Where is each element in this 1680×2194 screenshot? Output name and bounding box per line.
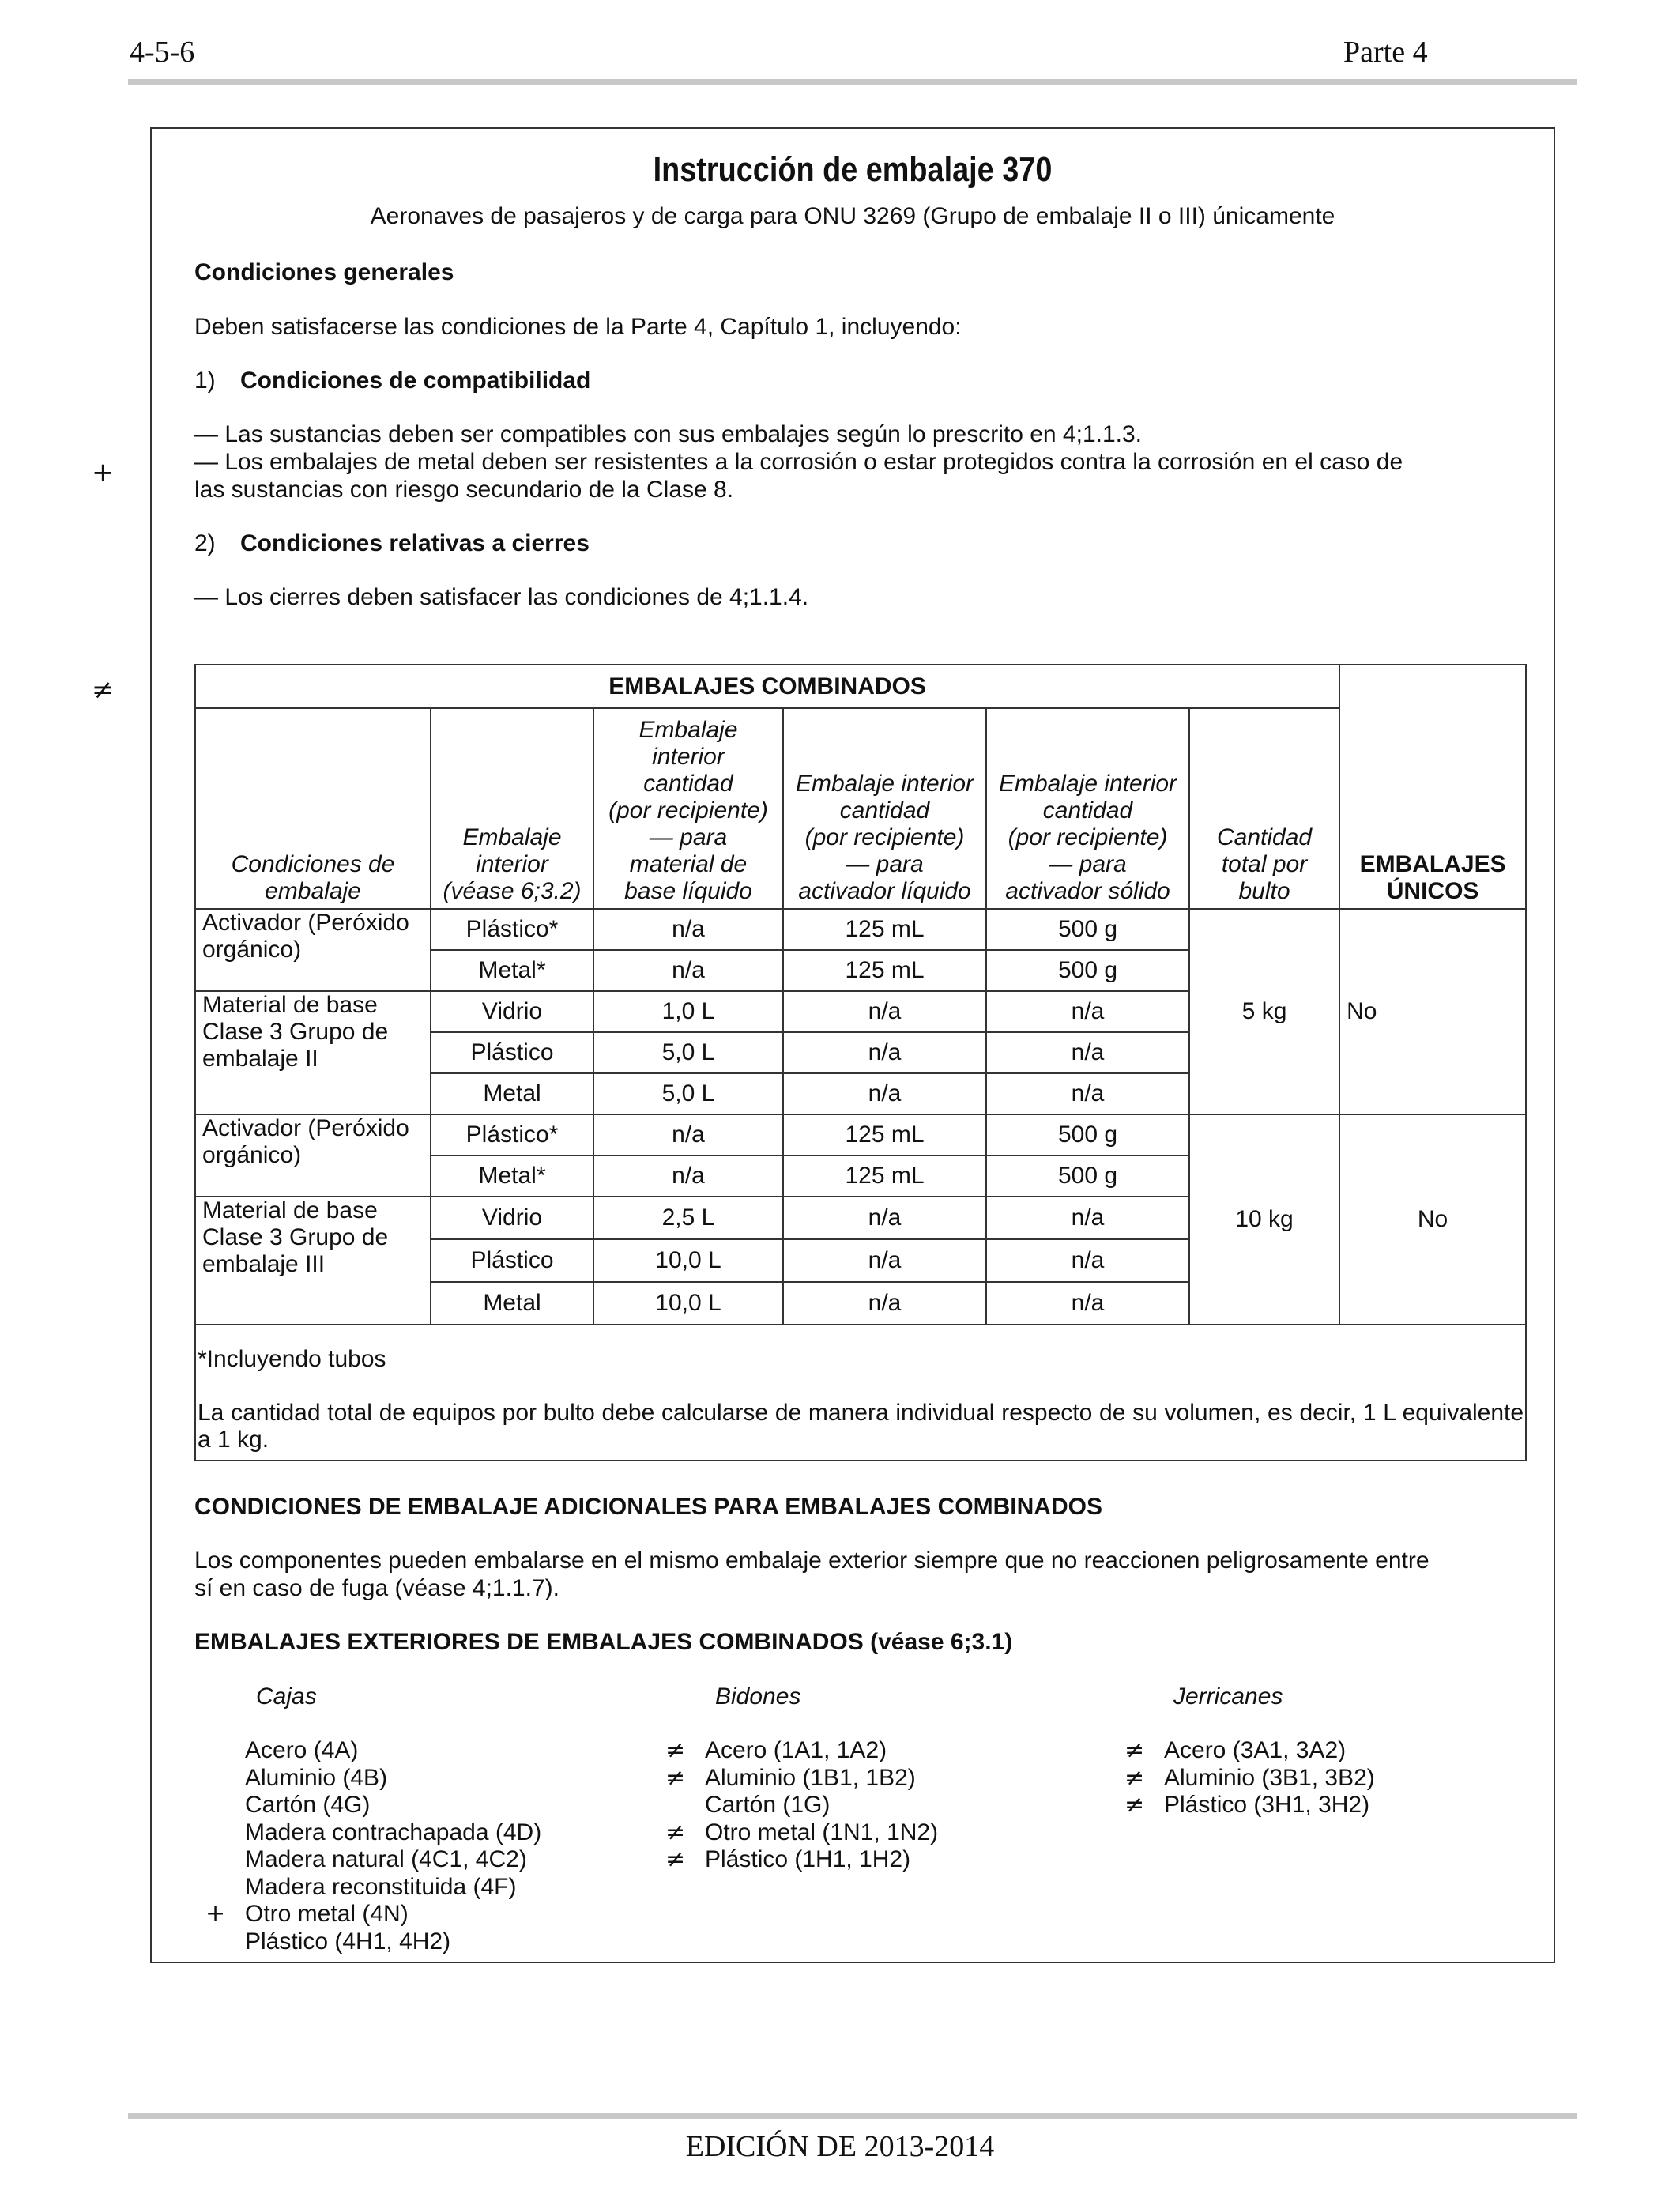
- jerrican-type-label: Aluminio (3B1, 3B2): [1164, 1764, 1375, 1791]
- table-cell: n/a: [593, 950, 783, 991]
- part-label: Parte 4: [1343, 36, 1428, 69]
- header-liquid-activator-quantity: [783, 708, 986, 909]
- additional-conditions-text-cont: sí en caso de fuga (véase 4;1.1.7).: [194, 1575, 559, 1601]
- packing-table: [194, 664, 1527, 1461]
- header-line: Embalaje interior: [998, 771, 1177, 797]
- header-line: (por recipiente): [804, 824, 965, 850]
- box-type-item: [205, 1792, 541, 1819]
- header-base-liquid-quantity: [593, 708, 783, 909]
- compatibility-item-2-cont: las sustancias con riesgo secundario de la Clase 8.: [194, 477, 734, 503]
- drum-type-label: Plástico (1H1, 1H2): [705, 1846, 911, 1872]
- table-cell: 10,0 L: [593, 1239, 783, 1282]
- table-cell: 1,0 L: [593, 991, 783, 1032]
- boxes-column-title: Cajas: [256, 1683, 317, 1710]
- packing-condition-cell: Material de base Clase 3 Grupo de embalaje III: [195, 1197, 431, 1325]
- change-mark: ≠: [665, 1845, 686, 1873]
- table-cell: n/a: [986, 1032, 1189, 1073]
- header-line: cantidad: [1042, 797, 1133, 824]
- change-mark: ≠: [1124, 1791, 1145, 1819]
- table-cell: 2,5 L: [593, 1197, 783, 1239]
- header-solid-activator-quantity: [986, 708, 1189, 909]
- table-notes: [195, 1325, 1526, 1461]
- packing-condition-cell: Material de base Clase 3 Grupo de embalaje II: [195, 991, 431, 1114]
- box-type-label: Madera reconstituida (4F): [245, 1873, 517, 1900]
- header-line: (por recipiente): [1008, 824, 1168, 850]
- header-line: cantidad: [643, 771, 733, 797]
- header-line: cantidad: [839, 797, 930, 824]
- single-packagings-cell: No: [1339, 1114, 1526, 1325]
- note-total-quantity: La cantidad total de equipos por bulto debe calcularse de manera individual respecto de su volumen, es decir, 1 L equivalente a 1 kg.: [198, 1400, 1524, 1453]
- change-mark: ≠: [1124, 1763, 1145, 1792]
- table-cell: Plástico: [431, 1032, 593, 1073]
- closures-item-1: — Los cierres deben satisfacer las condiciones de 4;1.1.4.: [194, 584, 809, 610]
- header-total-per-package: [1189, 708, 1339, 909]
- single-packagings-cell: No: [1339, 909, 1526, 1114]
- table-cell: n/a: [986, 1197, 1189, 1239]
- header-line: embalaje: [265, 878, 361, 904]
- header-line: — para: [1049, 851, 1127, 877]
- drum-type-label: Cartón (1G): [705, 1792, 831, 1818]
- drum-type-label: Acero (1A1, 1A2): [705, 1737, 887, 1763]
- header-line: material de: [629, 851, 748, 877]
- table-cell: n/a: [783, 1239, 986, 1282]
- packing-condition-cell: Activador (Peróxido orgánico): [195, 909, 431, 991]
- change-mark: +: [205, 1900, 226, 1928]
- drum-type-item: [665, 1819, 938, 1847]
- table-cell: Vidrio: [431, 1197, 593, 1239]
- section-1-number: 1): [194, 368, 216, 394]
- table-cell: 125 mL: [783, 1155, 986, 1197]
- compatibility-item-1: — Las sustancias deben ser compatibles con sus embalajes según lo prescrito en 4;1.1.3.: [194, 421, 1143, 447]
- box-type-item: [205, 1765, 541, 1793]
- box-type-label: Plástico (4H1, 4H2): [245, 1928, 451, 1955]
- jerrican-type-item: [1124, 1765, 1375, 1793]
- drum-type-label: Otro metal (1N1, 1N2): [705, 1819, 939, 1845]
- table-cell: n/a: [783, 1073, 986, 1114]
- table-cell: 5,0 L: [593, 1073, 783, 1114]
- header-line: interior: [476, 851, 548, 877]
- single-packagings-header: [1339, 665, 1526, 909]
- jerrican-type-item: [1124, 1737, 1375, 1765]
- jerricans-column-title: Jerricanes: [1173, 1683, 1283, 1710]
- box-type-label: Aluminio (4B): [245, 1764, 388, 1791]
- note-tubes: *Incluyendo tubos: [198, 1346, 386, 1372]
- table-cell: n/a: [783, 991, 986, 1032]
- drum-type-item: [665, 1846, 938, 1874]
- table-cell: n/a: [986, 991, 1189, 1032]
- total-per-package-cell: 5 kg: [1189, 909, 1339, 1114]
- header-line: activador sólido: [1005, 878, 1170, 904]
- header-line: Embalaje: [638, 717, 738, 743]
- table-cell: 10,0 L: [593, 1282, 783, 1325]
- table-cell: 500 g: [986, 950, 1189, 991]
- header-line: bulto: [1238, 878, 1290, 904]
- box-type-label: Acero (4A): [245, 1737, 359, 1763]
- table-cell: n/a: [783, 1197, 986, 1239]
- margin-plus-mark: +: [92, 457, 115, 488]
- table-cell: n/a: [986, 1239, 1189, 1282]
- additional-conditions-heading: CONDICIONES DE EMBALAJE ADICIONALES PARA EMBALAJES COMBINADOS: [194, 1494, 1102, 1520]
- jerrican-type-label: Plástico (3H1, 3H2): [1164, 1792, 1370, 1818]
- header-packing-conditions: [195, 708, 431, 909]
- table-cell: 500 g: [986, 909, 1189, 950]
- table-cell: n/a: [986, 1282, 1189, 1325]
- header-line: (véase 6;3.2): [443, 878, 582, 904]
- single-header-line-2: ÚNICOS: [1386, 878, 1479, 904]
- table-cell: Plástico*: [431, 909, 593, 950]
- margin-ne-mark: ≠: [92, 674, 115, 706]
- page-subtitle: Aeronaves de pasajeros y de carga para ONU 3269 (Grupo de embalaje II o III) únicamente: [370, 203, 1335, 229]
- footer-rule: [128, 2113, 1577, 2119]
- table-cell: n/a: [986, 1073, 1189, 1114]
- drum-type-item: [665, 1765, 938, 1793]
- table-cell: 125 mL: [783, 1114, 986, 1155]
- table-cell: n/a: [593, 1114, 783, 1155]
- single-header-line-1: EMBALAJES: [1359, 851, 1506, 877]
- general-conditions-heading: Condiciones generales: [194, 259, 454, 285]
- table-cell: 500 g: [986, 1114, 1189, 1155]
- outer-packagings-heading: EMBALAJES EXTERIORES DE EMBALAJES COMBINADOS (véase 6;3.1): [194, 1629, 1013, 1655]
- change-mark: ≠: [665, 1763, 686, 1792]
- combined-packagings-header: EMBALAJES COMBINADOS: [195, 665, 1339, 708]
- general-conditions-intro: Deben satisfacerse las condiciones de la Parte 4, Capítulo 1, incluyendo:: [194, 314, 962, 340]
- box-type-item: [205, 1737, 541, 1765]
- header-line: (por recipiente): [608, 797, 768, 824]
- header-line: — para: [649, 824, 728, 850]
- table-cell: Metal: [431, 1073, 593, 1114]
- section-2-title: Condiciones relativas a cierres: [240, 530, 590, 556]
- header-line: Condiciones de: [231, 851, 395, 877]
- section-1-title: Condiciones de compatibilidad: [240, 368, 591, 394]
- header-rule: [128, 79, 1577, 85]
- table-cell: Metal*: [431, 1155, 593, 1197]
- jerrican-type-label: Acero (3A1, 3A2): [1164, 1737, 1347, 1763]
- packing-condition-cell: Activador (Peróxido orgánico): [195, 1114, 431, 1197]
- table-cell: Metal: [431, 1282, 593, 1325]
- drums-list: [665, 1737, 938, 1874]
- header-line: total por: [1221, 851, 1308, 877]
- header-line: interior: [652, 744, 725, 770]
- table-cell: Plástico: [431, 1239, 593, 1282]
- header-line: base líquido: [624, 878, 752, 904]
- table-cell: 125 mL: [783, 909, 986, 950]
- header-inner-packaging: [431, 708, 593, 909]
- header-line: Embalaje: [462, 824, 562, 850]
- table-cell: n/a: [783, 1282, 986, 1325]
- change-mark: ≠: [665, 1736, 686, 1764]
- table-cell: n/a: [783, 1032, 986, 1073]
- compatibility-item-2: — Los embalajes de metal deben ser resistentes a la corrosión o estar protegidos contra la corrosión en el caso de: [194, 449, 1403, 475]
- drums-column-title: Bidones: [715, 1683, 801, 1710]
- jerricans-list: [1124, 1737, 1375, 1819]
- change-mark: ≠: [665, 1818, 686, 1846]
- table-cell: n/a: [593, 1155, 783, 1197]
- table-row: [195, 1114, 1526, 1155]
- table-cell: 125 mL: [783, 950, 986, 991]
- box-type-item: [205, 1874, 541, 1902]
- page-reference: 4-5-6: [130, 36, 195, 69]
- boxes-list: [205, 1737, 541, 1955]
- section-2-number: 2): [194, 530, 216, 556]
- box-type-item: [205, 1819, 541, 1847]
- box-type-item: [205, 1901, 541, 1928]
- box-type-label: Cartón (4G): [245, 1792, 371, 1818]
- drum-type-label: Aluminio (1B1, 1B2): [705, 1764, 916, 1791]
- drum-type-item: [665, 1737, 938, 1765]
- change-mark: ≠: [1124, 1736, 1145, 1764]
- header-line: activador líquido: [798, 878, 971, 904]
- header-line: Cantidad: [1216, 824, 1313, 850]
- total-per-package-cell: 10 kg: [1189, 1114, 1339, 1325]
- drum-type-item: [665, 1792, 938, 1819]
- header-line: Embalaje interior: [795, 771, 974, 797]
- table-cell: Metal*: [431, 950, 593, 991]
- edition-footer: EDICIÓN DE 2013-2014: [685, 2130, 995, 2163]
- box-type-item: [205, 1846, 541, 1874]
- header-line: — para: [846, 851, 924, 877]
- page-title: Instrucción de embalaje 370: [653, 150, 1053, 189]
- box-type-label: Madera natural (4C1, 4C2): [245, 1846, 527, 1872]
- table-cell: Plástico*: [431, 1114, 593, 1155]
- table-cell: 5,0 L: [593, 1032, 783, 1073]
- box-type-label: Madera contrachapada (4D): [245, 1819, 542, 1845]
- table-cell: Vidrio: [431, 991, 593, 1032]
- jerrican-type-item: [1124, 1792, 1375, 1819]
- additional-conditions-text: Los componentes pueden embalarse en el mismo embalaje exterior siempre que no reaccionen peligrosamente entre: [194, 1547, 1430, 1574]
- box-type-label: Otro metal (4N): [245, 1901, 409, 1927]
- table-row: [195, 909, 1526, 950]
- table-cell: 500 g: [986, 1155, 1189, 1197]
- table-cell: n/a: [593, 909, 783, 950]
- box-type-item: [205, 1928, 541, 1956]
